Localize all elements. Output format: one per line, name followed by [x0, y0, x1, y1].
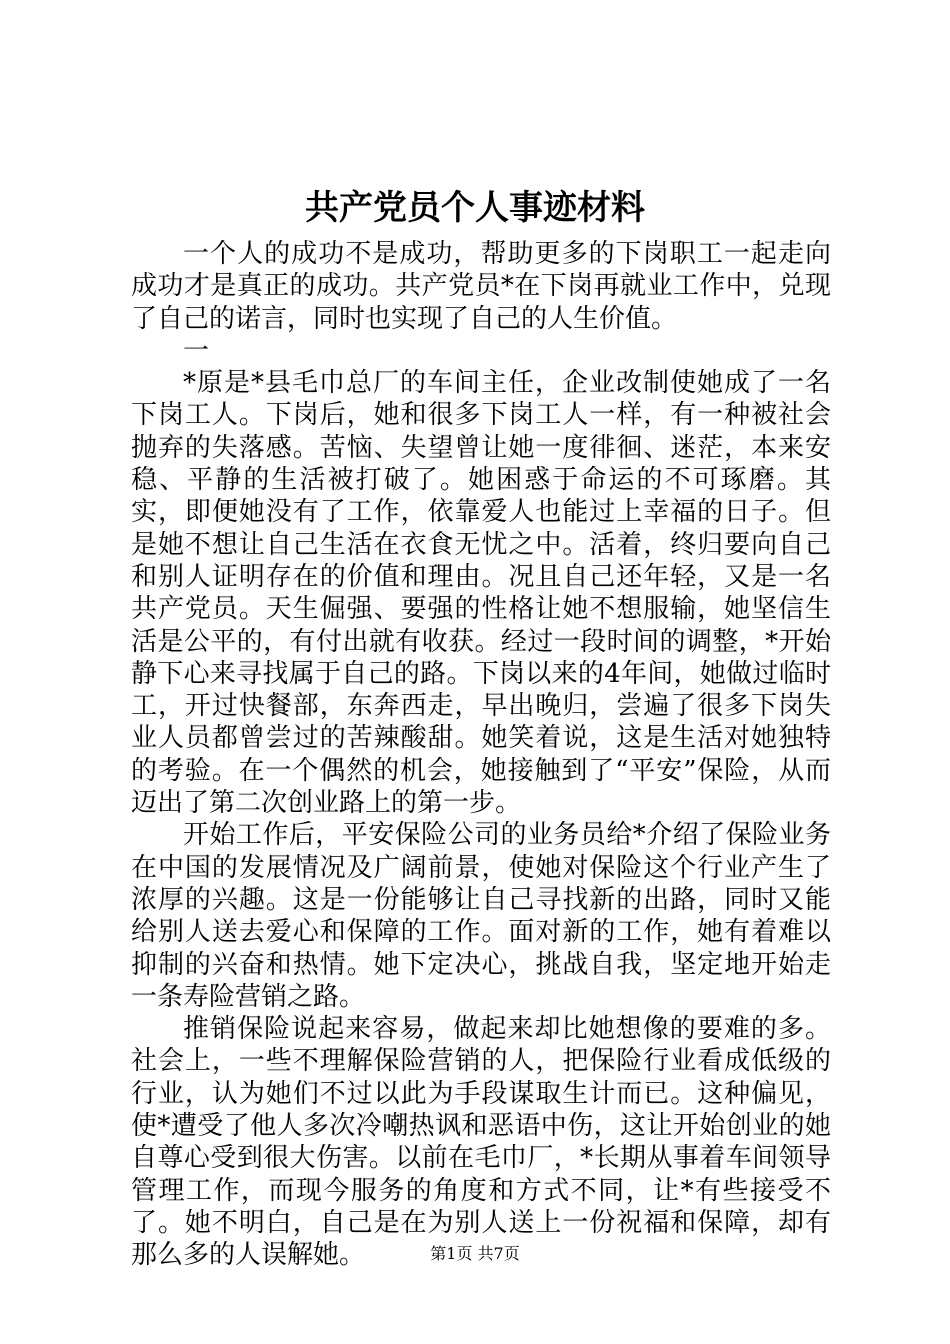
section-marker: 一 [183, 335, 210, 366]
paragraph: 开始工作后，平安保险公司的业务员给*介绍了保险业务在中国的发展情况及广阔前景，使她对保险这个行业产生了浓厚的兴趣。这是一份能够让自己寻找新的出路，同时又能给别人送去爱心和保障的工作。面对新的工作，她有着难以抑制的兴奋和热情。她下定决心，挑战自我，坚定地开始走一条寿险营销之路。 [131, 820, 831, 1012]
paragraph: 推销保险说起来容易，做起来却比她想像的要难的多。社会上，一些不理解保险营销的人，把保险行业看成低级的行业，认为她们不过以此为手段谋取生计而已。这种偏见，使*遭受了他人多次冷嘲热讽和恶语中伤，这让开始创业的她自尊心受到很大伤害。以前在毛巾厂，*长期从事着车间领导管理工作，而现今服务的角度和方式不同，让*有些接受不了。她不明白，自己是在为别人送上一份祝福和保障，却有那么多的人误解她。 [131, 1014, 831, 1271]
paragraph: 一个人的成功不是成功，帮助更多的下岗职工一起走向成功才是真正的成功。共产党员*在下岗再就业工作中，兑现了自己的诺言，同时也实现了自己的人生价值。 [131, 239, 831, 334]
page-number: 第1页 共7页 [430, 1244, 520, 1263]
document-title: 共产党员个人事迹材料 [305, 188, 645, 228]
paragraph: *原是*县毛巾总厂的车间主任，企业改制使她成了一名下岗工人。下岗后，她和很多下岗工人一样，有一种被社会抛弃的失落感。苦恼、失望曾让她一度徘徊、迷茫，本来安稳、平静的生活被打破了。她困惑于命运的不可琢磨。其实，即便她没有了工作，依靠爱人也能过上幸福的日子。但是她不想让自己生活在衣食无忧之中。活着，终归要向自己和别人证明存在的价值和理由。况且自己还年轻，又是一名共产党员。天生倔强、要强的性格让她不想服输，她坚信生活是公平的，有付出就有收获。经过一段时间的调整，*开始静下心来寻找属于自己的路。下岗以来的4年间，她做过临时工，开过快餐部，东奔西走，早出晚归，尝遍了很多下岗失业人员都曾尝过的苦辣酸甜。她笑着说，这是生活对她独特的考验。在一个偶然的机会，她接触到了“平安”保险，从而迈出了第二次创业路上的第一步。 [131, 368, 831, 819]
document-body [131, 238, 831, 1272]
